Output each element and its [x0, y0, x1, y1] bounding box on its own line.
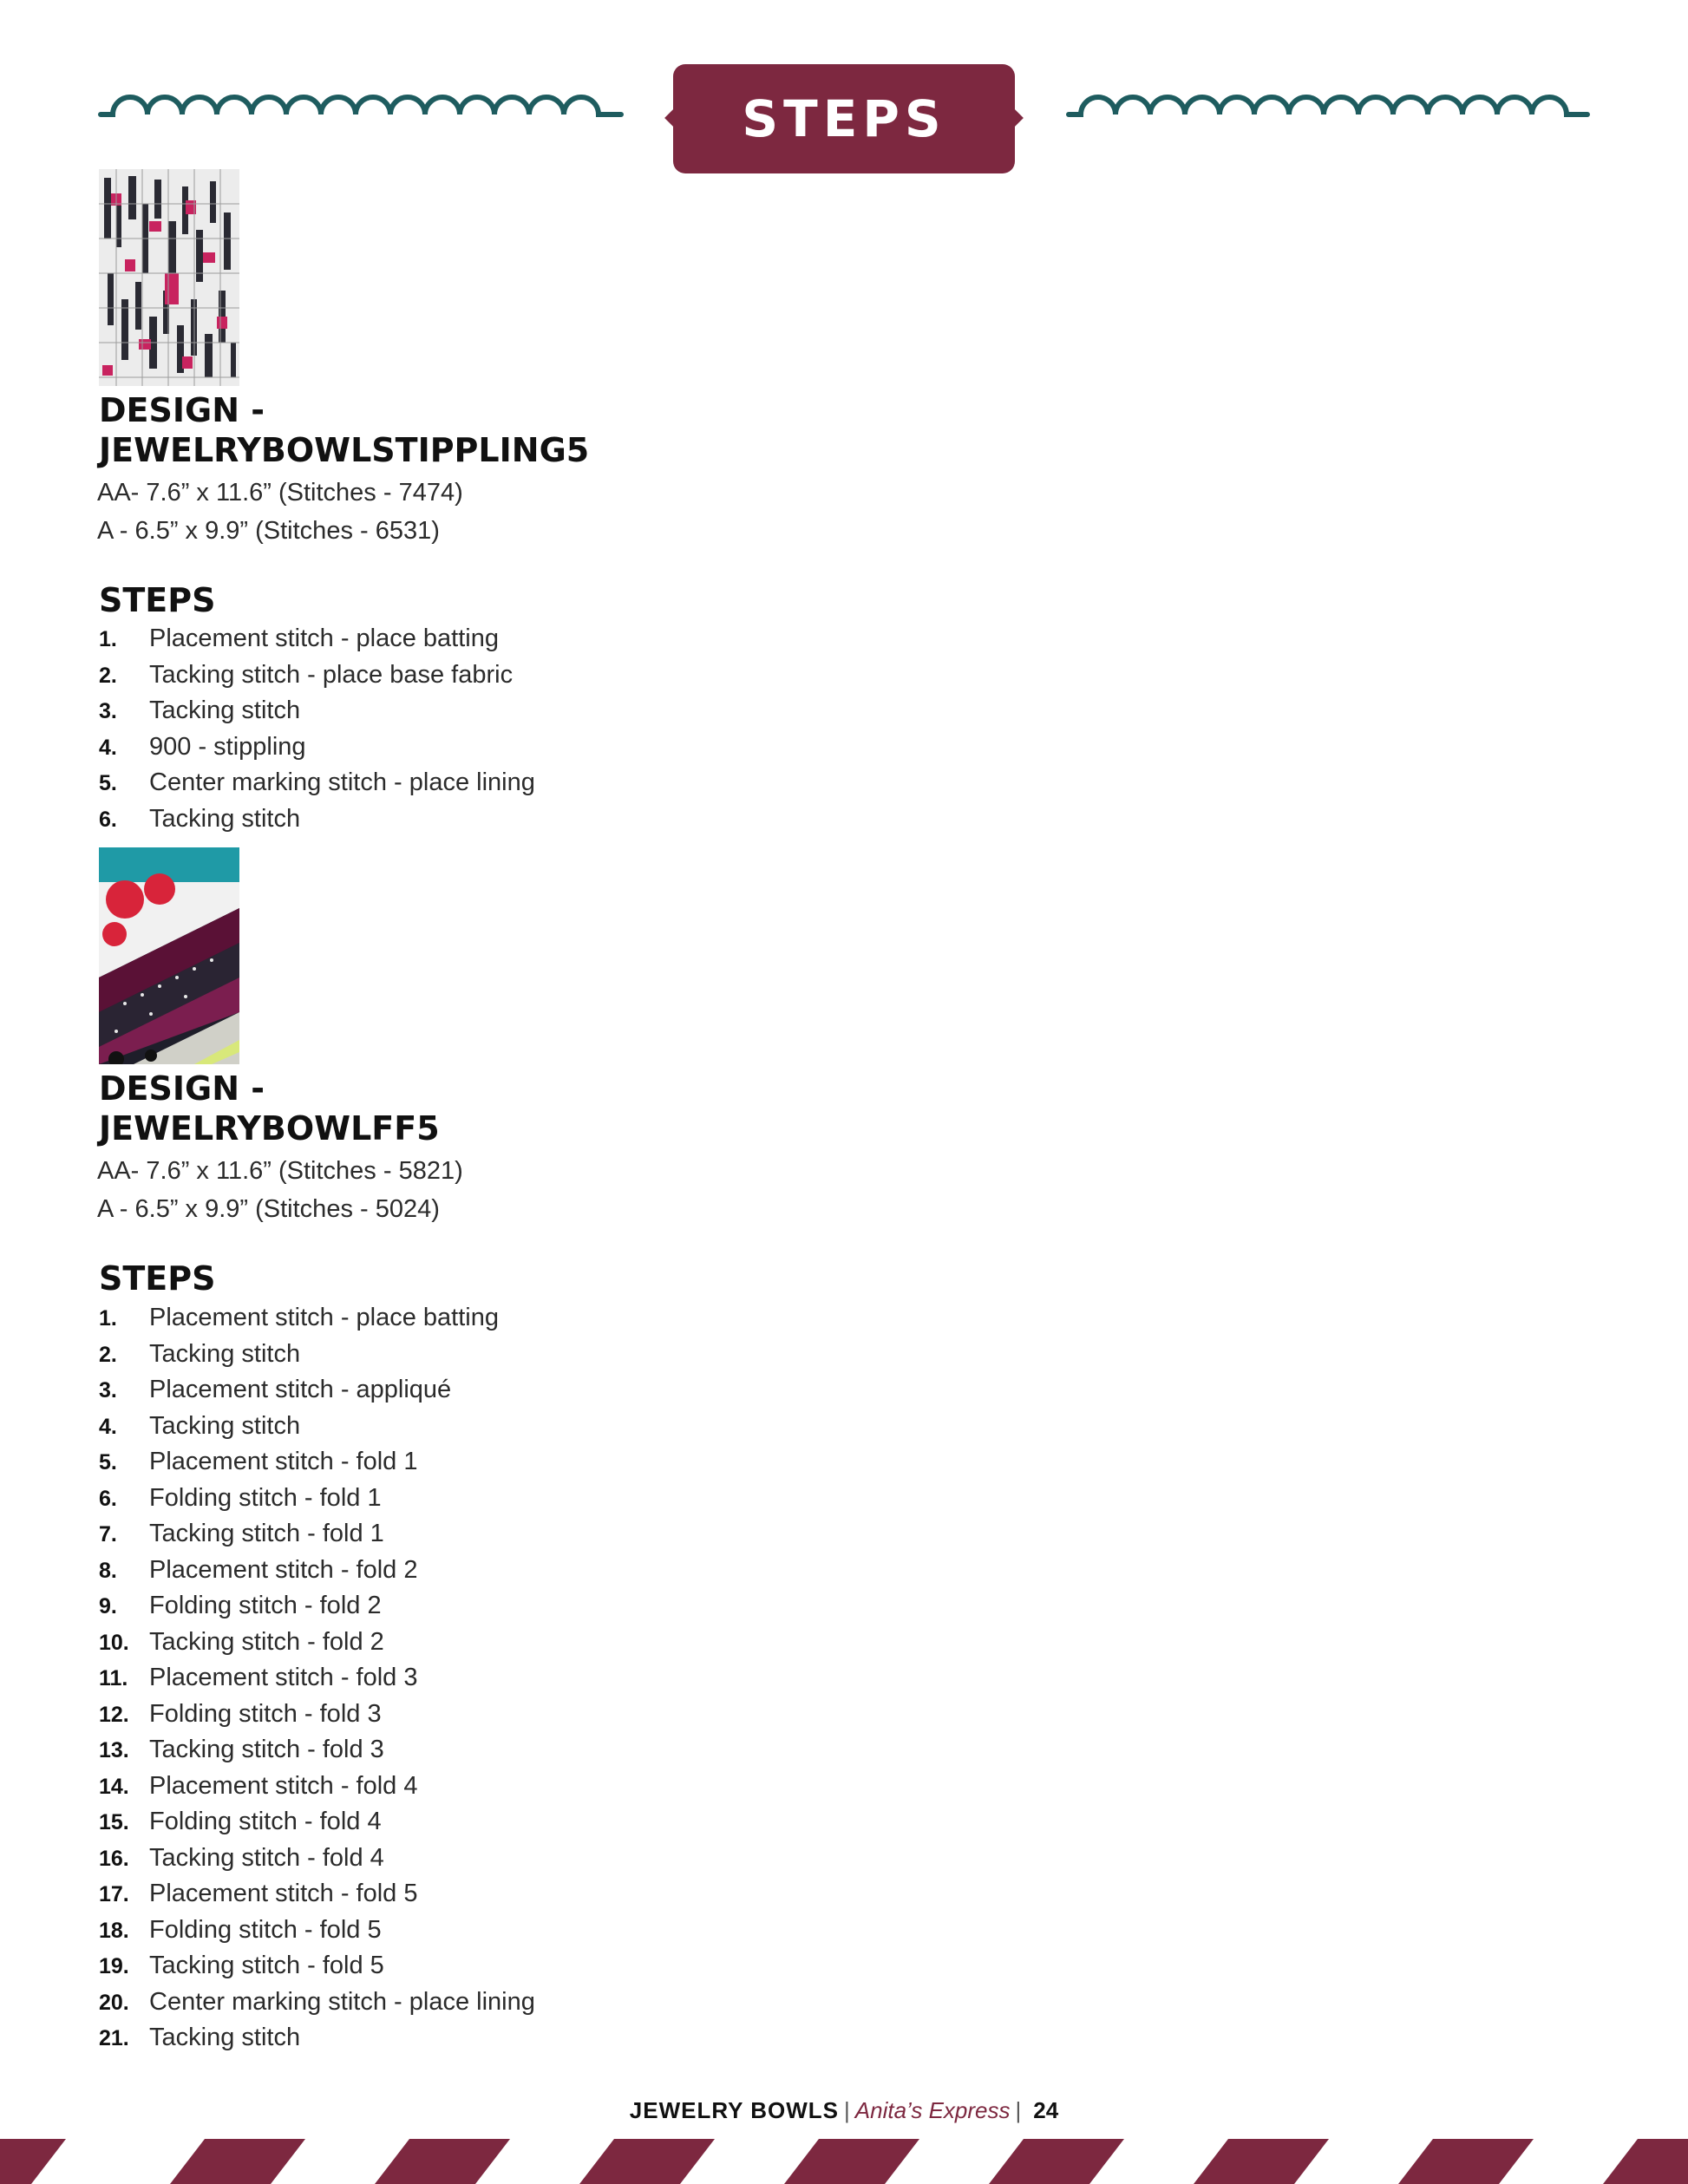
step-text: Placement stitch - fold 2 — [149, 1555, 418, 1584]
step-number: 2. — [99, 663, 117, 688]
step-number: 18. — [99, 1918, 129, 1943]
step-item — [99, 1988, 535, 2024]
page-number: 24 — [1033, 2097, 1059, 2123]
step-number: 2. — [99, 1342, 117, 1367]
step-item — [99, 1304, 535, 1340]
step-text: Tacking stitch - place base fabric — [149, 660, 514, 689]
steps-heading: STEPS — [99, 581, 216, 619]
step-item — [99, 1952, 535, 1988]
step-text: Folding stitch - fold 1 — [149, 1483, 382, 1512]
footer-brand: Anita’s Express — [854, 2097, 1011, 2123]
step-number: 16. — [99, 1846, 129, 1871]
step-number: 8. — [99, 1558, 117, 1583]
step-item — [99, 1520, 535, 1556]
step-item — [99, 1448, 535, 1484]
step-item — [99, 733, 535, 769]
design-name: JEWELRYBOWLSTIPPLING5 — [99, 431, 590, 469]
step-text: Tacking stitch - fold 1 — [149, 1520, 384, 1547]
step-item — [99, 1916, 535, 1952]
step-item — [99, 1844, 535, 1880]
spec-size-a: A - 6.5” x 9.9” (Stitches - 5024) — [97, 1195, 440, 1223]
footer-separator: | — [844, 2097, 850, 2123]
step-number: 13. — [99, 1738, 129, 1762]
step-number: 17. — [99, 1882, 129, 1906]
step-number: 21. — [99, 2026, 129, 2050]
step-text: Folding stitch - fold 2 — [149, 1592, 382, 1619]
step-number: 3. — [99, 699, 117, 723]
step-number: 3. — [99, 1378, 117, 1403]
step-item — [99, 1376, 535, 1412]
design-name: JEWELRYBOWLFF5 — [99, 1109, 440, 1148]
step-text: Tacking stitch - fold 2 — [149, 1627, 384, 1656]
design-title — [99, 390, 589, 470]
step-item — [99, 696, 535, 733]
step-item — [99, 624, 535, 661]
step-text: Placement stitch - appliqué — [149, 1376, 452, 1403]
step-number: 15. — [99, 1810, 129, 1834]
step-text: Center marking stitch - place lining — [149, 1987, 535, 2016]
step-number: 4. — [99, 735, 117, 760]
step-text: Placement stitch - fold 4 — [149, 1771, 418, 1800]
page-header-banner — [673, 64, 1015, 173]
step-text: Folding stitch - fold 5 — [149, 1915, 382, 1944]
steps-list — [99, 1304, 535, 2060]
design-specs — [97, 474, 463, 550]
step-item — [99, 1772, 535, 1808]
design-thumbnail-stippling — [99, 169, 239, 386]
footer-separator: | — [1015, 2097, 1022, 2123]
step-item — [99, 1736, 535, 1772]
step-item — [99, 1880, 535, 1916]
step-text: 900 - stippling — [149, 732, 306, 761]
step-number: 7. — [99, 1522, 117, 1546]
step-number: 12. — [99, 1702, 129, 1727]
step-text: Folding stitch - fold 3 — [149, 1699, 382, 1728]
step-text: Placement stitch - place batting — [149, 624, 499, 652]
diagonal-stripe-border — [0, 2139, 1688, 2184]
design-title — [99, 1069, 440, 1148]
step-text: Center marking stitch - place lining — [149, 768, 535, 796]
step-item — [99, 2024, 535, 2060]
spec-size-aa: AA- 7.6” x 11.6” (Stitches - 5821) — [97, 1157, 463, 1185]
step-item — [99, 1628, 535, 1664]
step-number: 6. — [99, 807, 117, 832]
spec-size-a: A - 6.5” x 9.9” (Stitches - 6531) — [97, 517, 440, 545]
step-item — [99, 1412, 535, 1448]
step-item — [99, 1808, 535, 1844]
step-number: 19. — [99, 1954, 129, 1978]
footer-section-title: JEWELRY BOWLS — [629, 2097, 840, 2123]
step-text: Tacking stitch — [149, 804, 301, 833]
page-title: STEPS — [742, 89, 946, 148]
scallop-divider-left — [97, 94, 625, 125]
design-specs — [97, 1152, 463, 1228]
step-item — [99, 661, 535, 697]
step-number: 5. — [99, 1450, 117, 1475]
spec-size-aa: AA- 7.6” x 11.6” (Stitches - 7474) — [97, 479, 463, 507]
step-text: Folding stitch - fold 4 — [149, 1808, 382, 1835]
step-text: Tacking stitch - fold 5 — [149, 1952, 384, 1979]
step-number: 4. — [99, 1414, 117, 1439]
step-item — [99, 1700, 535, 1736]
step-text: Placement stitch - fold 1 — [149, 1448, 418, 1475]
step-text: Placement stitch - place batting — [149, 1304, 499, 1331]
steps-list — [99, 624, 535, 840]
step-item — [99, 1340, 535, 1376]
step-item — [99, 1484, 535, 1520]
step-text: Placement stitch - fold 3 — [149, 1664, 418, 1691]
step-number: 11. — [99, 1666, 128, 1690]
step-item — [99, 1664, 535, 1700]
step-text: Tacking stitch — [149, 696, 301, 724]
step-text: Tacking stitch — [149, 1411, 301, 1440]
step-text: Tacking stitch — [149, 2024, 301, 2051]
step-number: 1. — [99, 1306, 117, 1331]
design-thumbnail-folded-fabric — [99, 847, 239, 1064]
step-item — [99, 1556, 535, 1592]
step-number: 1. — [99, 627, 117, 651]
step-item — [99, 768, 535, 805]
design-title-line: DESIGN - — [99, 391, 265, 429]
page-footer — [0, 2097, 1688, 2124]
step-number: 6. — [99, 1486, 117, 1511]
step-text: Tacking stitch — [149, 1339, 301, 1368]
step-item — [99, 1592, 535, 1628]
step-number: 14. — [99, 1774, 129, 1799]
steps-heading: STEPS — [99, 1259, 216, 1298]
step-number: 20. — [99, 1990, 129, 2015]
step-text: Tacking stitch - fold 4 — [149, 1843, 384, 1872]
step-number: 9. — [99, 1594, 117, 1618]
scallop-divider-right — [1065, 94, 1591, 125]
step-text: Placement stitch - fold 5 — [149, 1880, 418, 1907]
step-item — [99, 805, 535, 841]
design-title-line: DESIGN - — [99, 1069, 265, 1108]
step-number: 10. — [99, 1630, 129, 1655]
step-number: 5. — [99, 771, 117, 795]
step-text: Tacking stitch - fold 3 — [149, 1736, 384, 1763]
